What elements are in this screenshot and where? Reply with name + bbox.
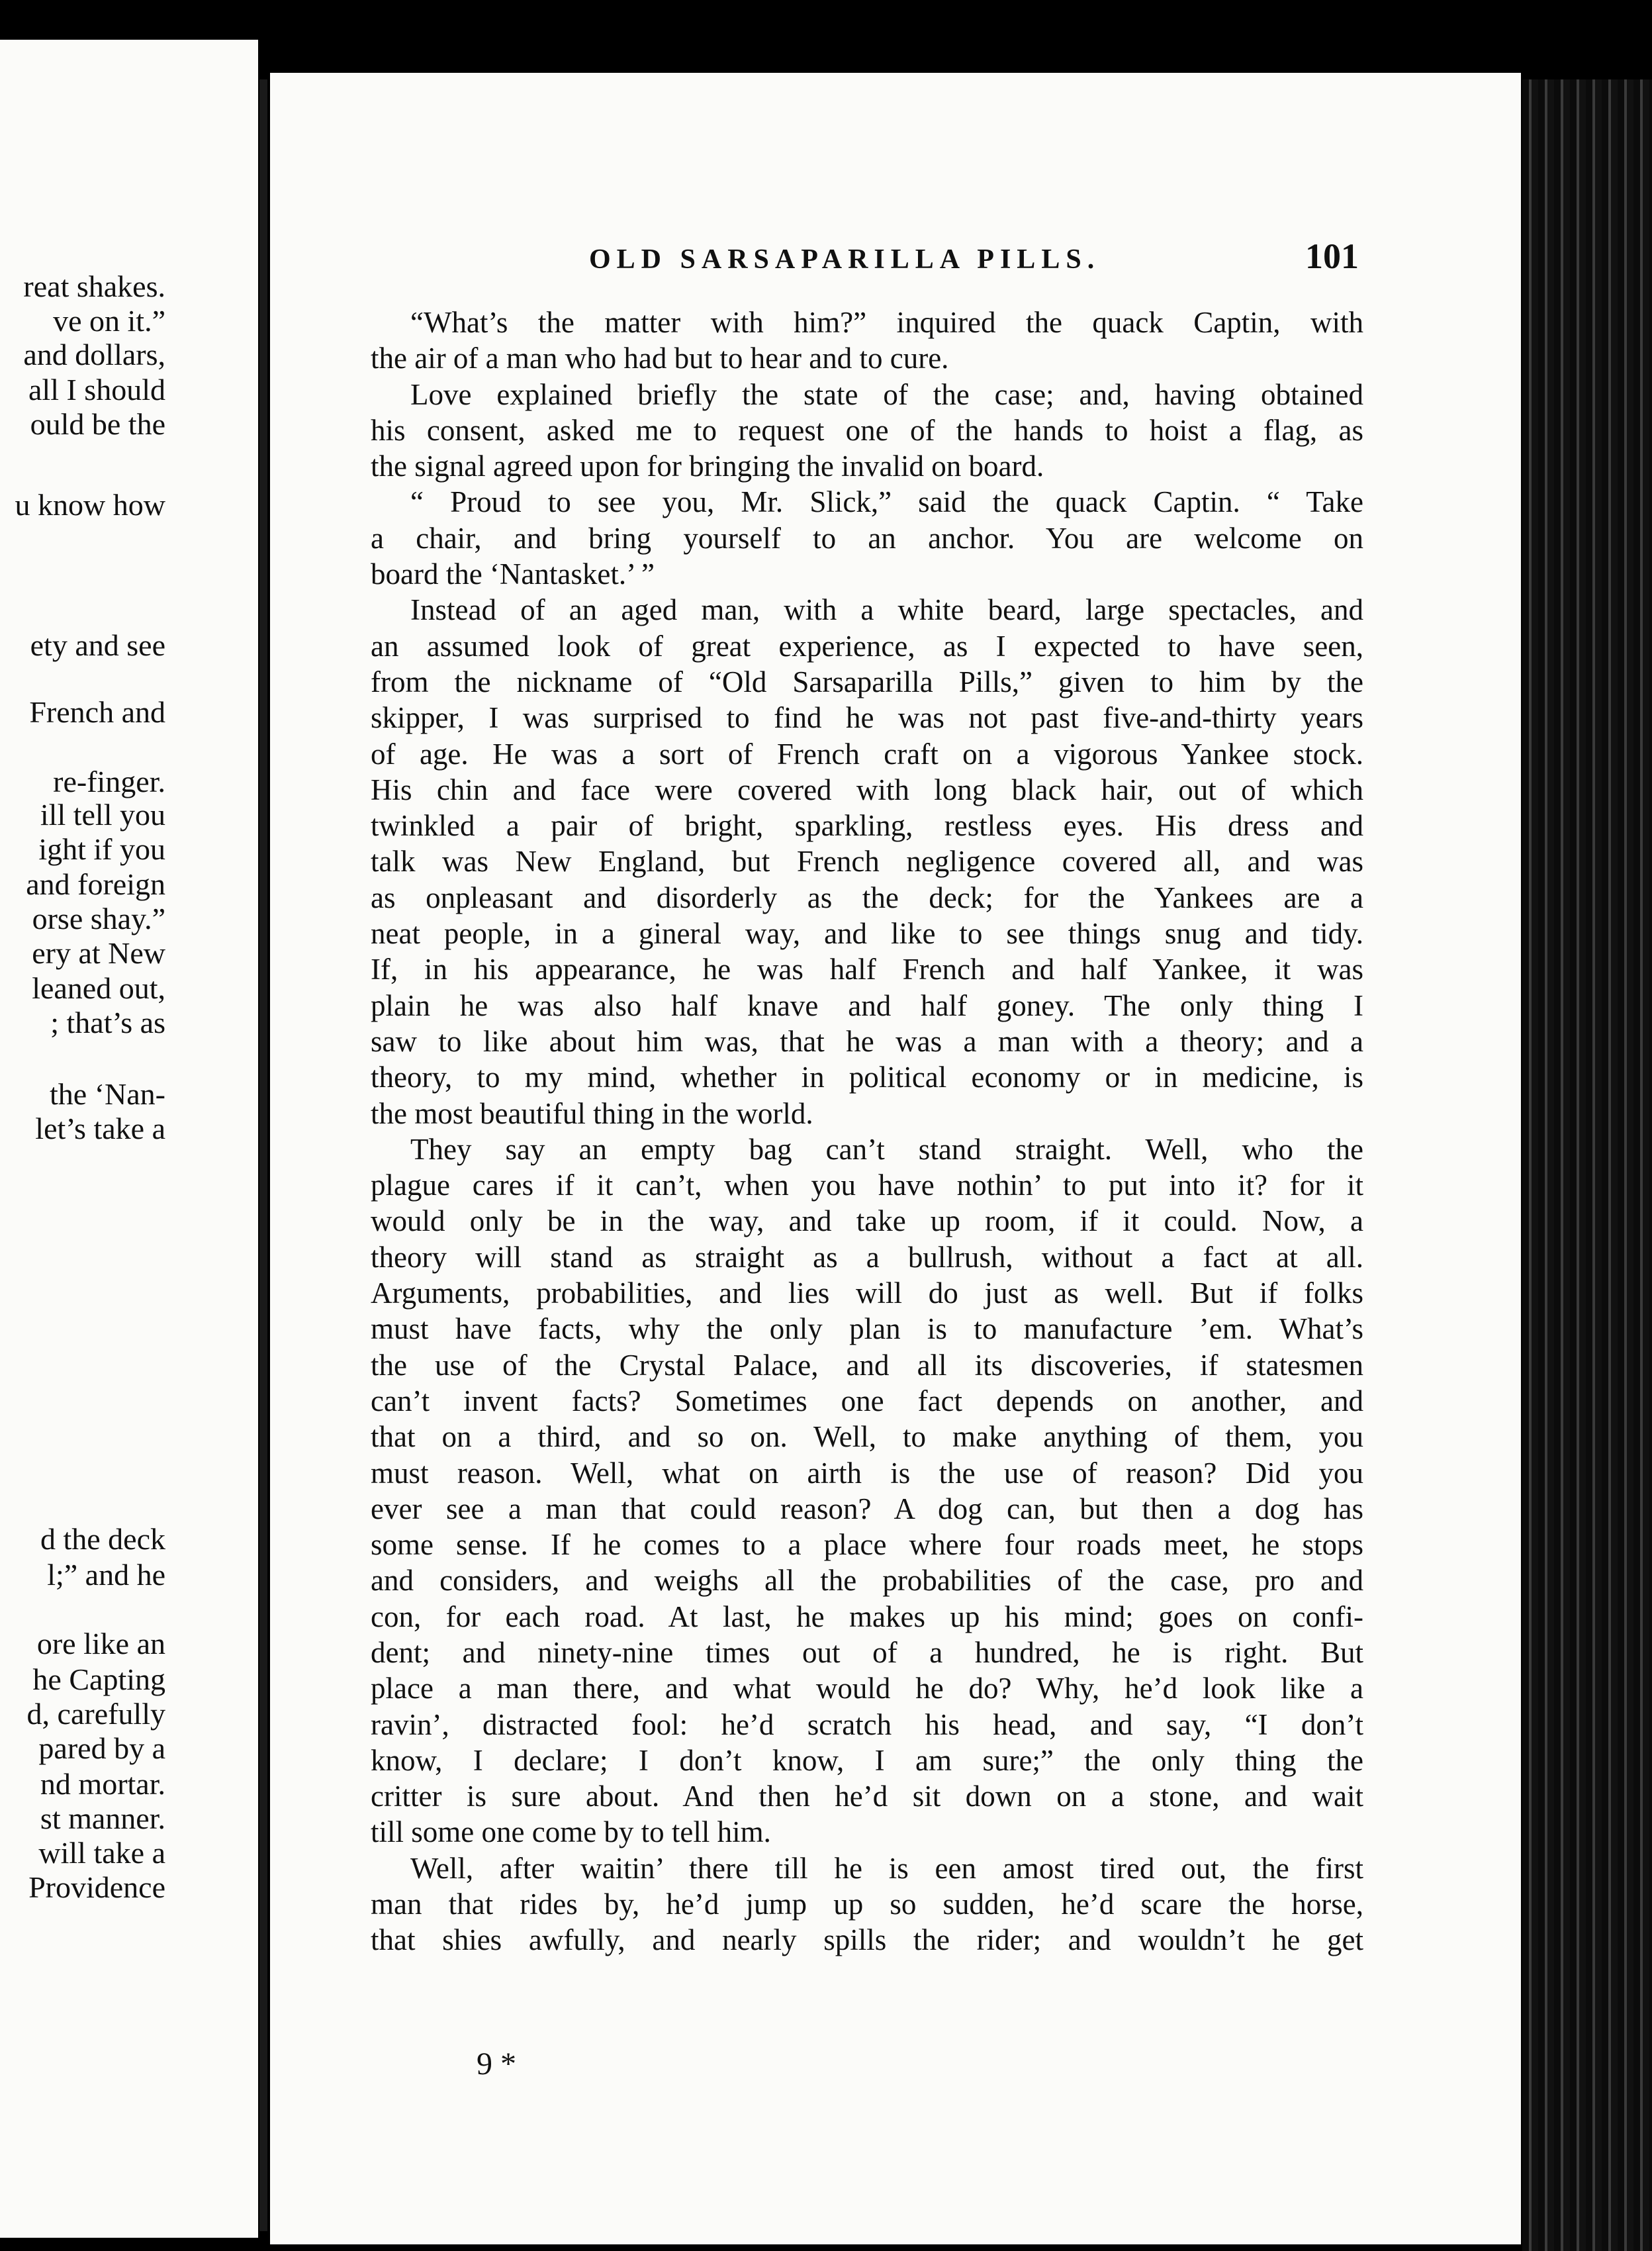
left-page-fragment: ; that’s as: [50, 1006, 165, 1039]
text-line: some sense. If he comes to a place where four roads meet, he stops: [371, 1528, 1363, 1562]
text-line: board the ‘Nantasket.’ ”: [371, 557, 655, 591]
text-line: If, in his appearance, he was half French and half Yankee, it was: [371, 953, 1363, 986]
left-page-fragment: ve on it.”: [53, 304, 165, 338]
text-line: as onpleasant and disorderly as the deck; for the Yankees are a: [371, 881, 1363, 914]
text-line: skipper, I was surprised to find he was not past five-and-thirty years: [371, 701, 1363, 735]
text-line: the signal agreed upon for bringing the invalid on board.: [371, 450, 1044, 483]
left-page-fragment: ety and see: [30, 628, 165, 662]
text-line: plain he was also half knave and half goney. The only thing I: [371, 988, 1363, 1022]
left-page-fragment: will take a: [38, 1836, 165, 1870]
text-line: “What’s the matter with him?” inquired the quack Captin, with: [410, 306, 1363, 339]
text-line: can’t invent facts? Sometimes one fact depends on another, and: [371, 1384, 1363, 1417]
text-line: twinkled a pair of bright, sparkling, restless eyes. His dress and: [371, 809, 1363, 843]
text-line: His chin and face were covered with long black hair, out of which: [371, 773, 1363, 806]
body-text: [371, 305, 1363, 1958]
text-line: man that rides by, he’d jump up so sudden, he’d scare the horse,: [371, 1888, 1363, 1921]
text-line: that shies awfully, and nearly spills the rider; and wouldn’t he get: [371, 1923, 1363, 1957]
left-page-fragment: re-finger.: [53, 765, 165, 798]
text-line: critter is sure about. And then he’d sit down on a stone, and wait: [371, 1780, 1363, 1813]
left-page-fragment: let’s take a: [35, 1112, 165, 1145]
text-line: must reason. Well, what on airth is the use of reason? Did you: [371, 1456, 1363, 1490]
text-line: plague cares if it can’t, when you have nothin’ to put into it? for it: [371, 1169, 1363, 1202]
left-page-fragment: Providence: [28, 1870, 165, 1904]
left-page-fragment: st manner.: [40, 1801, 165, 1835]
text-line: con, for each road. At last, he makes up his mind; goes on confi-: [371, 1600, 1363, 1633]
text-line: Instead of an aged man, with a white beard, large spectacles, and: [410, 593, 1363, 627]
left-page-fragment: ore like an: [36, 1627, 165, 1660]
text-line: the air of a man who had but to hear and to cure.: [371, 342, 949, 375]
left-page-fragment: and foreign: [26, 867, 165, 901]
left-page-fragment: nd mortar.: [40, 1767, 165, 1801]
text-line: saw to like about him was, that he was a man with a theory; and a: [371, 1024, 1363, 1058]
text-line: an assumed look of great experience, as I expected to have seen,: [371, 629, 1363, 663]
left-page-fragment: reat shakes.: [23, 269, 165, 303]
left-page-fragment: u know how: [15, 488, 165, 522]
left-page-fragment: ill tell you: [40, 798, 165, 832]
left-page-fragment: ery at New: [32, 936, 165, 970]
text-line: would only be in the way, and take up room, if it could. Now, a: [371, 1204, 1363, 1238]
left-page-fragment: and dollars,: [23, 338, 165, 371]
left-page-fragment: l;” and he: [47, 1558, 165, 1592]
page-number: 101: [1305, 236, 1359, 276]
text-line: from the nickname of “Old Sarsaparilla Pills,” given to him by the: [371, 665, 1363, 698]
left-page-fragment: the ‘Nan-: [50, 1077, 165, 1111]
left-page-fragment: he Capting: [32, 1662, 165, 1696]
text-line: ravin’, distracted fool: he’d scratch his head, and say, “I don’t: [371, 1707, 1363, 1741]
left-page-fragment: ould be the: [30, 407, 165, 441]
left-page-fragment: French and: [29, 695, 165, 729]
text-line: dent; and ninety-nine times out of a hundred, he is right. But: [371, 1635, 1363, 1669]
text-line: know, I declare; I don’t know, I am sure;” the only thing the: [371, 1743, 1363, 1777]
text-line: “ Proud to see you, Mr. Slick,” said the quack Captin. “ Take: [410, 485, 1363, 519]
text-line: Love explained briefly the state of the case; and, having obtained: [410, 377, 1363, 411]
text-line: Well, after waitin’ there till he is een amost tired out, the first: [410, 1851, 1363, 1885]
left-page-fragment: leaned out,: [32, 971, 165, 1005]
left-page-fragment: d, carefully: [26, 1697, 165, 1731]
text-line: talk was New England, but French negligence covered all, and was: [371, 845, 1363, 879]
text-line: neat people, in a gineral way, and like to see things snug and tidy.: [371, 917, 1363, 951]
text-line: that on a third, and so on. Well, to make anything of them, you: [371, 1420, 1363, 1454]
book-gutter: [259, 79, 267, 2231]
text-line: and considers, and weighs all the probabilities of the case, pro and: [371, 1564, 1363, 1598]
text-line: theory, to my mind, whether in political economy or in medicine, is: [371, 1061, 1363, 1094]
text-line: ever see a man that could reason? A dog can, but then a dog has: [371, 1492, 1363, 1525]
text-line: a chair, and bring yourself to an anchor. You are welcome on: [371, 521, 1363, 555]
left-page-fragment: ight if you: [38, 832, 165, 866]
left-page-fragment: d the deck: [40, 1522, 165, 1556]
previous-page-strip: [0, 40, 258, 2238]
text-line: of age. He was a sort of French craft on a vigorous Yankee stock.: [371, 737, 1363, 771]
page-edges: [1522, 79, 1652, 2251]
text-line: the use of the Crystal Palace, and all its discoveries, if statesmen: [371, 1348, 1363, 1382]
text-line: till some one come by to tell him.: [371, 1815, 771, 1849]
text-line: Arguments, probabilities, and lies will do just as well. But if folks: [371, 1276, 1363, 1310]
left-page-fragment: pared by a: [38, 1731, 165, 1765]
left-page-fragment: orse shay.”: [32, 902, 165, 935]
text-line: the most beautiful thing in the world.: [371, 1096, 813, 1130]
text-line: must have facts, why the only plan is to manufacture ’em. What’s: [371, 1312, 1363, 1346]
running-head: OLD SARSAPARILLA PILLS.: [589, 244, 1101, 275]
text-line: theory will stand as straight as a bullrush, without a fact at all.: [371, 1240, 1363, 1274]
text-line: place a man there, and what would he do? Why, he’d look like a: [371, 1672, 1363, 1705]
signature-mark: 9 *: [477, 2046, 516, 2082]
text-line: his consent, asked me to request one of the hands to hoist a flag, as: [371, 413, 1363, 447]
left-page-fragment: all I should: [28, 373, 165, 407]
text-line: They say an empty bag can’t stand straight. Well, who the: [410, 1132, 1363, 1166]
